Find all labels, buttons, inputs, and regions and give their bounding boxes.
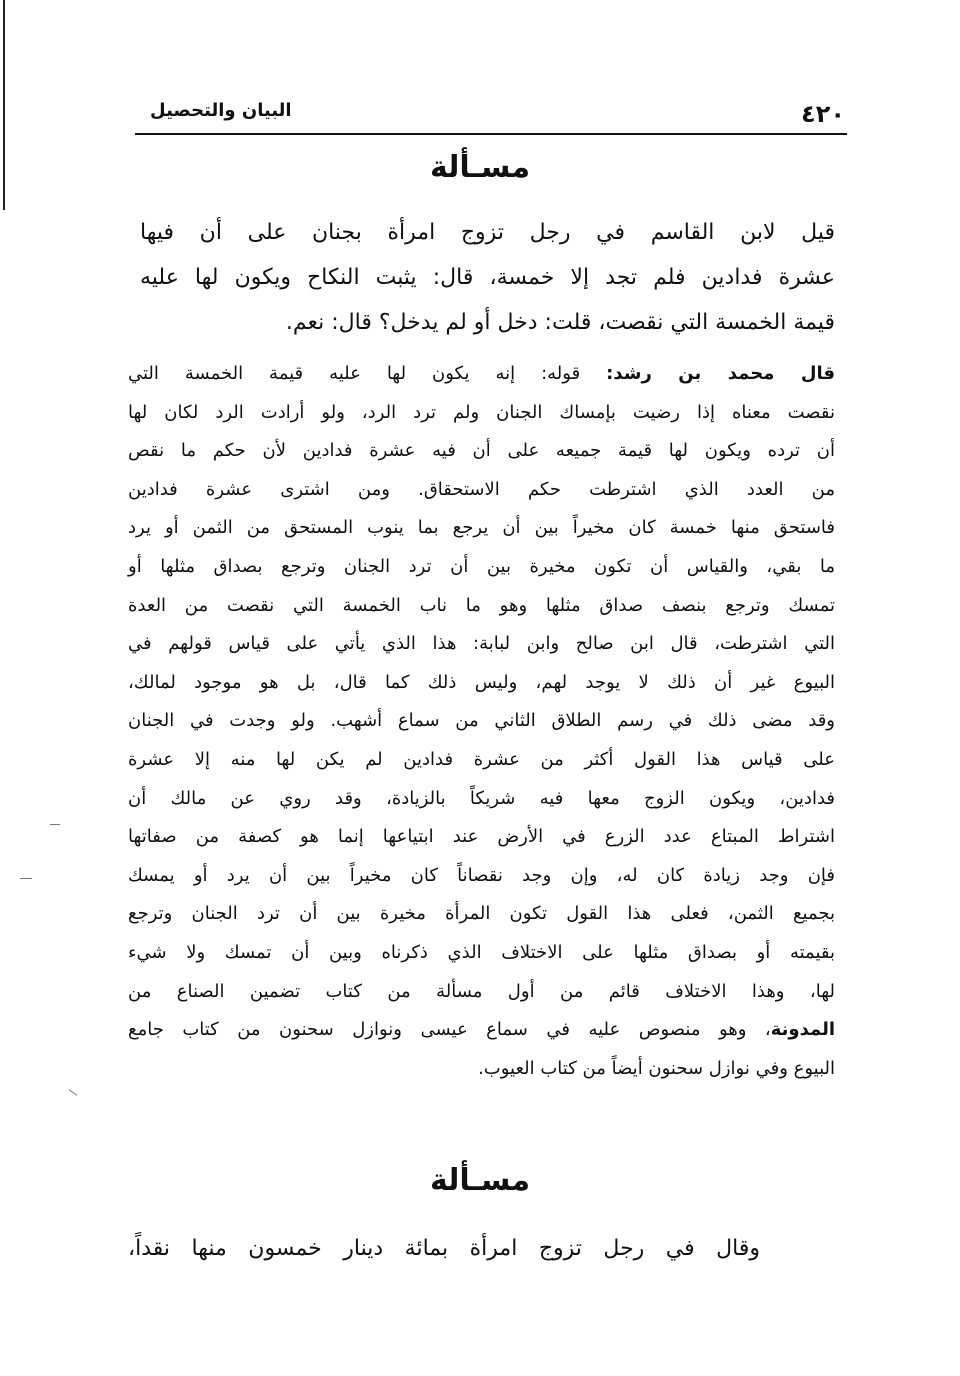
commentary-line: المدونة، وهو منصوص عليه في سماع عيسى ونوازل سحنون من كتاب جامع [128,1019,835,1041]
commentary-line: أن ترده ويكون لها قيمة جميعه على أن فيه عشرة فدادين لأن حكم ما نقص [128,440,835,462]
section-heading: مسـألة [429,150,531,185]
question-line: عشرة فدادين فلم تجد إلا خمسة، قال: يثبت النكاح ويكون لها عليه [140,265,835,290]
commentary-line: فدادين، ويكون الزوج معها فيه شريكاً بالزيادة، وقد روي عن مالك أن [128,787,835,809]
question-paragraph [128,1226,760,1271]
running-title: البيان والتحصيل [150,100,292,121]
commentary-line: على قياس هذا القول أكثر من عشرة فدادين لم يكن لها منه إلا عشرة [128,748,835,770]
commentary-line: من العدد الذي اشترطت حكم الاستحقاق. ومن اشترى عشرة فدادين [128,478,835,500]
commentary-line: وقد مضى ذلك في رسم الطلاق الثاني من سماع أشهب. ولو وجدت في الجنان [128,710,835,732]
scan-speck [69,1089,78,1096]
commentary-paragraph [128,355,835,1088]
header-rule [135,133,847,135]
question-line: قيل لابن القاسم في رجل تزوج امرأة بجنان على أن فيها [140,220,835,245]
question-line: قيمة الخمسة التي نقصت، قلت: دخل أو لم يدخل؟ قال: نعم. [285,310,835,335]
scan-speck [20,878,32,879]
page-header [130,100,845,130]
question-paragraph [140,210,835,345]
book-name: المدونة [770,1019,835,1041]
page-number: ٤٢٠ [801,100,845,128]
commentary-line: اشتراط المبتاع عدد الزرع في الأرض عند ابتياعها إنما هو كصفة من صفاتها [128,826,835,848]
commentary-line: نقصت معناه إذا رضيت بإمساك الجنان ولم ترد الرد، ولو أرادت الرد لكان لها [128,401,835,423]
commentary-line: لها، وهذا الاختلاف قائم من أول مسألة من كتاب تضمين الصناع من [128,980,835,1002]
question-line: وقال في رجل تزوج امرأة بمائة دينار خمسون منها نقداً، [128,1236,760,1261]
commentary-line: التي اشترطت، قال ابن صالح وابن لبابة: هذا الذي يأتي على قياس قولهم في [128,633,835,655]
commentary-line [128,355,835,394]
commentary-text: قوله: إنه يكون لها عليه قيمة الخمسة التي [128,363,581,384]
commentary-line: فاستحق منها خمسة كان مخيراً بين أن يرجع بما ينوب المستحق من الثمن أو يرد [128,517,835,539]
commentary-line: بجميع الثمن، فعلى هذا القول تكون المرأة مخيرة بين أن ترد الجنان وترجع [128,903,835,925]
commentary-line: فإن وجد زيادة كان له، وإن وجد نقصاناً كان مخيراً بين أن يرد أو يمسك [128,864,835,886]
commentary-line: البيوع وفي نوازل سحنون أيضاً من كتاب العيوب. [478,1057,835,1079]
commentary-speaker: قال محمد بن رشد: [606,363,835,384]
scan-speck [50,824,60,825]
commentary-line: بقيمته أو بصداق مثلها على الاختلاف الذي ذكرناه وبين أن تمسك ولا شيء [128,941,835,963]
commentary-line: البيوع غير أن ذلك لا يوجد لهم، وليس ذلك كما قال، بل هو موجود لمالك، [128,671,835,693]
section-heading: مسـألة [429,1163,531,1198]
commentary-line: ما بقي، والقياس أن تكون مخيرة بين أن ترد الجنان وترجع بصداق مثلها أو [128,555,835,577]
commentary-line: تمسك وترجع بنصف صداق مثلها وهو ما ناب الخمسة التي نقصت من العدة [128,594,835,616]
